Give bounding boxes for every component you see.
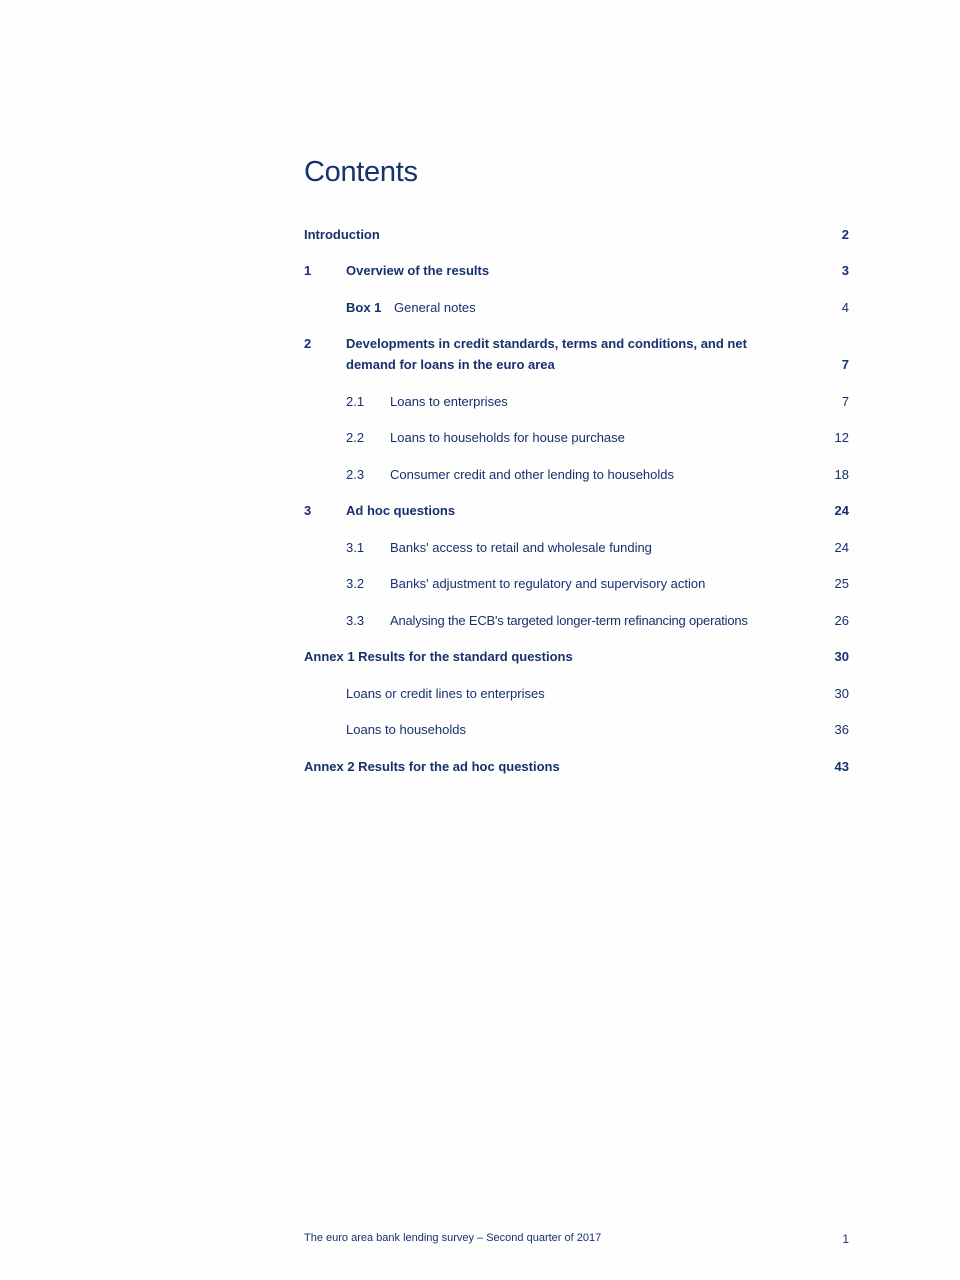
- toc-entry-text: Consumer credit and other lending to households: [390, 467, 675, 482]
- toc-entry-number: 2.3: [346, 467, 365, 482]
- toc-entry-text: Developments in credit standards, terms and conditions, and net: [346, 336, 747, 351]
- toc-entry-text: Loans to households: [346, 722, 466, 737]
- toc-entry-text: Loans to households for house purchase: [390, 430, 625, 445]
- toc-entry-number: 3: [304, 503, 312, 518]
- toc-entry-developments[interactable]: [304, 333, 849, 375]
- toc-entry-text: Overview of the results: [346, 263, 490, 278]
- toc-entry-number: 3.3: [346, 613, 365, 628]
- toc-entry-number: 1: [304, 263, 312, 278]
- toc-entry-text: General notes: [394, 300, 476, 315]
- toc-entry-text: Annex 1 Results for the standard questions: [304, 649, 573, 664]
- toc-entry-page: 4: [841, 300, 849, 315]
- toc-entry-number: 2.2: [346, 430, 365, 445]
- toc-entry-text: Loans to enterprises: [390, 394, 508, 409]
- toc-entry-text-continued: demand for loans in the euro area: [346, 357, 555, 372]
- toc-entry-page: 24: [834, 503, 849, 518]
- toc-entry-text: Introduction: [304, 227, 380, 242]
- toc-entry-page: 12: [834, 430, 849, 445]
- toc-entry-page: 43: [834, 759, 849, 774]
- toc-entry-page: 2: [841, 227, 849, 242]
- toc-entry-page: 3: [841, 263, 849, 278]
- toc-entry-text: Ad hoc questions: [346, 503, 456, 518]
- toc-entry-text: Banks' access to retail and wholesale funding: [390, 540, 652, 555]
- toc-entry-number: 2: [304, 336, 312, 351]
- toc-entry-number: 3.1: [346, 540, 365, 555]
- toc-entry-page: 18: [834, 467, 849, 482]
- page-footer: [304, 1232, 849, 1252]
- toc-entry-number: 3.2: [346, 576, 365, 591]
- toc-entry-page: 25: [834, 576, 849, 591]
- toc-entry-text: Banks' adjustment to regulatory and supervisory action: [390, 576, 706, 591]
- toc-entry-text: Annex 2 Results for the ad hoc questions: [304, 759, 560, 774]
- footer-page-number: 1: [842, 1232, 849, 1246]
- toc-entry-page: 30: [834, 686, 849, 701]
- page-title: Contents: [304, 156, 418, 188]
- toc-entry-page: 7: [841, 394, 849, 409]
- toc-entry-page: 7: [841, 357, 849, 372]
- toc-entry-number: Box 1: [346, 300, 382, 315]
- toc-entry-page: 30: [834, 649, 849, 664]
- toc-entry-text: Analysing the ECB's targeted longer-term refinancing operations: [390, 613, 748, 628]
- toc-entry-number: 2.1: [346, 394, 365, 409]
- toc-entry-page: 36: [834, 722, 849, 737]
- toc-entry-page: 24: [834, 540, 849, 555]
- footer-text: The euro area bank lending survey – Second quarter of 2017: [304, 1232, 602, 1244]
- toc-entry-page: 26: [834, 613, 849, 628]
- toc-entry-text: Loans or credit lines to enterprises: [346, 686, 545, 701]
